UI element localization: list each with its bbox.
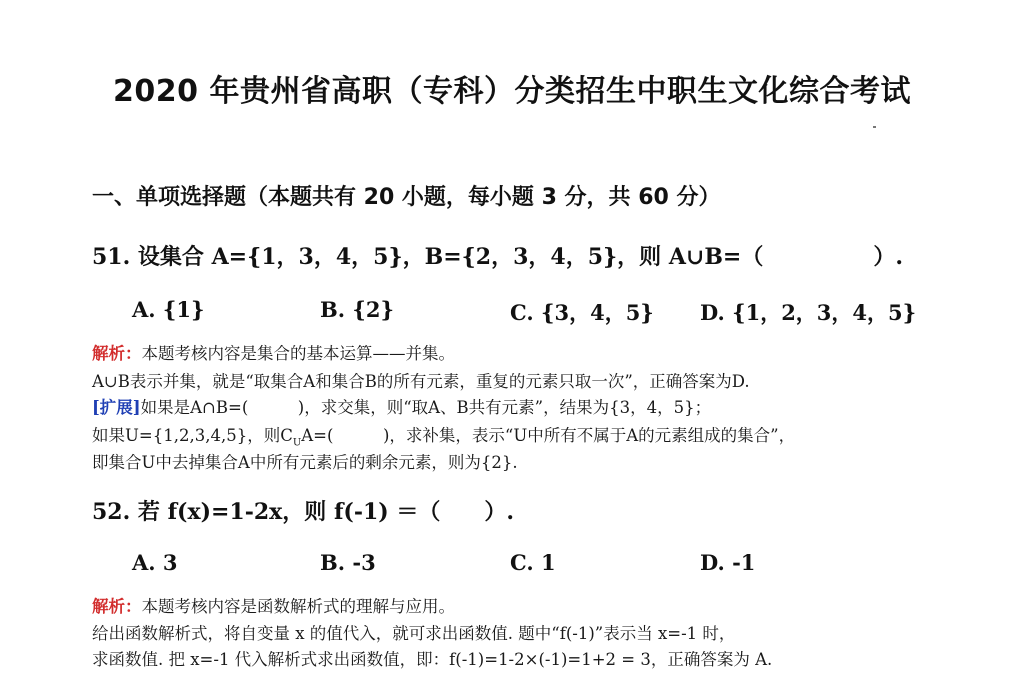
question-51-stem: 51. 设集合 A={1，3，4，5}，B={2，3，4，5}，则 A∪B=（ ）.	[92, 244, 904, 270]
question-51-explanation-line-1	[92, 342, 455, 366]
extension-label: [扩展]	[92, 398, 141, 417]
question-52-option-d: D. -1	[700, 550, 756, 575]
explanation-text: 本题考核内容是集合的基本运算——并集。	[141, 344, 455, 363]
question-52-explanation-line-1	[92, 595, 455, 619]
question-51-option-c: C. {3，4，5}	[510, 300, 654, 325]
question-52-option-c: C. 1	[510, 550, 556, 575]
question-51-explanation-line-2: A∪B表示并集，就是“取集合A和集合B的所有元素，重复的元素只取一次”，正确答案为D.	[92, 372, 750, 391]
question-52-stem: 52. 若 f(x)=1-2x，则 f(-1) ＝（ ）.	[92, 499, 514, 525]
question-52-option-b: B. -3	[320, 550, 376, 575]
question-51-option-b: B. {2}	[320, 297, 394, 322]
complement-text-start: 如果U={1,2,3,4,5}，则C	[92, 426, 293, 445]
explanation-label: 解析：	[92, 597, 142, 616]
scan-speck	[873, 126, 876, 128]
explanation-text: 本题考核内容是函数解析式的理解与应用。	[141, 597, 455, 616]
section-heading: 一、单项选择题（本题共有 20 小题，每小题 3 分，共 60 分）	[92, 185, 721, 210]
question-51-option-a: A. {1}	[132, 297, 205, 322]
page-title: 2020 年贵州省高职（专科）分类招生中职生文化综合考试	[113, 74, 911, 109]
question-52-option-a: A. 3	[132, 550, 178, 575]
complement-text-end: A=( )，求补集，表示“U中所有不属于A的元素组成的集合”，	[301, 426, 796, 445]
question-52-explanation-line-2: 给出函数解析式，将自变量 x 的值代入，就可求出函数值. 题中“f(-1)”表示当 x=-1 时，	[92, 624, 736, 643]
question-52-explanation-line-3: 求函数值. 把 x=-1 代入解析式求出函数值，即：f(-1)=1-2×(-1)=1+2 = 3，正确答案为 A.	[92, 650, 773, 669]
question-51-option-d: D. {1，2，3，4，5}	[700, 300, 917, 325]
complement-subscript: U	[292, 437, 302, 449]
explanation-label: 解析：	[92, 344, 142, 363]
extension-text: 如果是A∩B=( )，求交集，则“取A、B共有元素”，结果为{3，4，5}；	[140, 398, 712, 417]
question-51-extension-line	[92, 396, 711, 420]
question-51-explanation-line-5: 即集合U中去掉集合A中所有元素后的剩余元素，则为{2}.	[92, 453, 518, 472]
